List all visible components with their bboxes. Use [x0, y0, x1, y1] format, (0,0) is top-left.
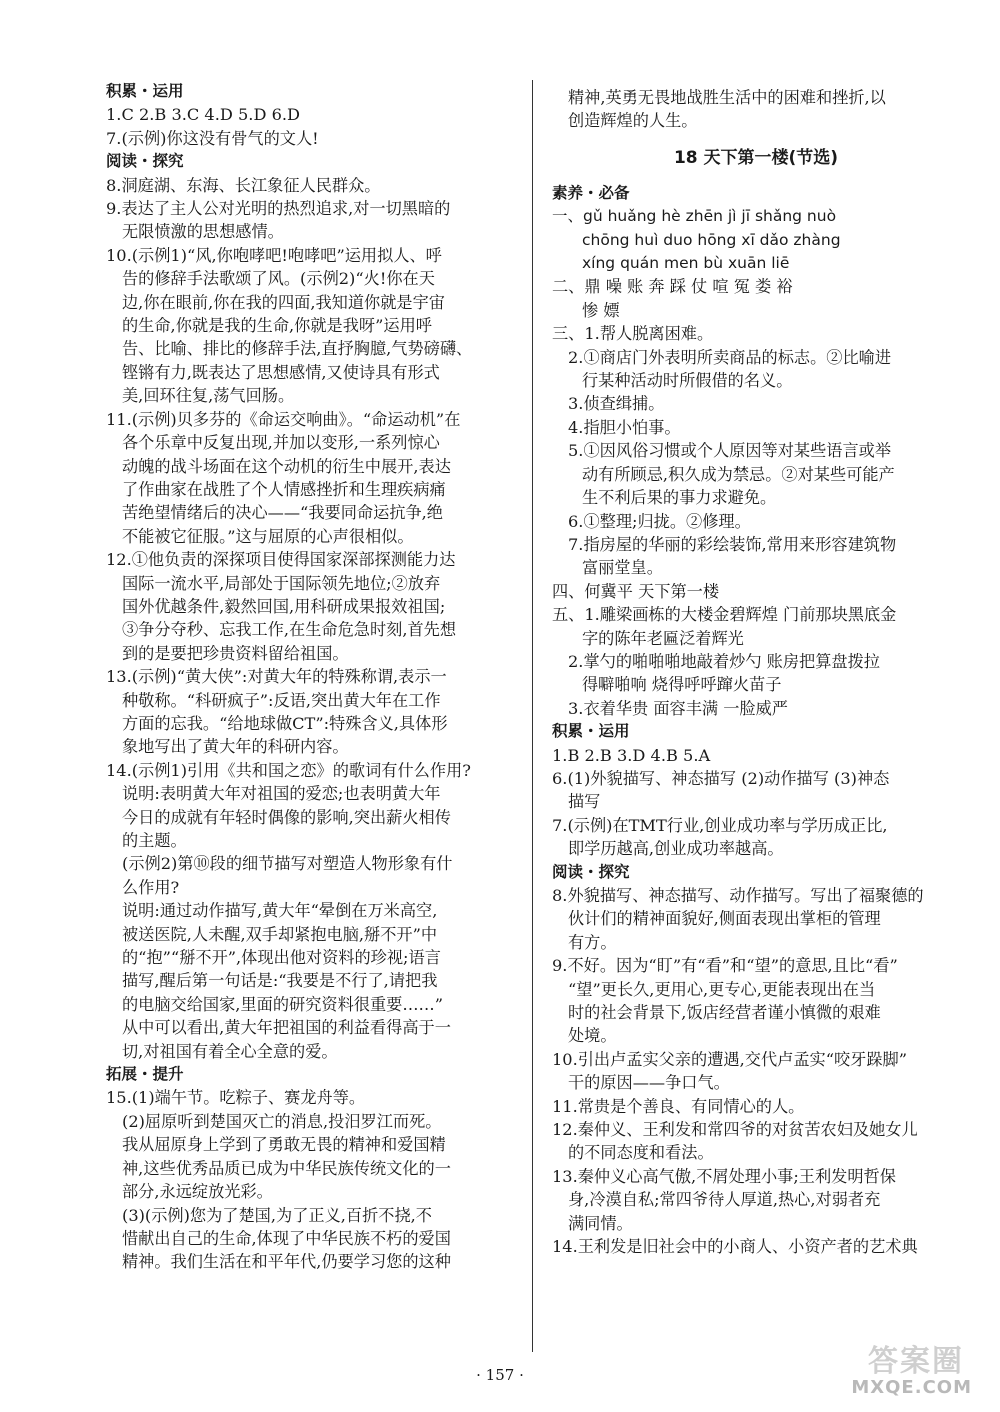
answer-line: 8.洞庭湖、东海、长江象征人民群众。	[106, 175, 381, 195]
answer-line: 方面的忘我。“给地球做CT”:特殊含义,具体形	[122, 713, 448, 733]
answer-line: 5.①因风俗习惯或个人原因等对某些语言或举	[568, 441, 892, 461]
answer-line: 惨 嫖	[582, 300, 620, 320]
answer-line: (示例2)第⑩段的细节描写对塑造人物形象有什	[122, 854, 453, 874]
answer-line: 象地写出了黄大年的科研内容。	[122, 737, 349, 757]
answer-line: 切,对祖国有着全心全意的爱。	[122, 1041, 338, 1061]
answer-line: 3.侦查缉捕。	[568, 394, 665, 414]
answer-line: 7.(示例)在TMT行业,创业成功率与学历成正比,	[552, 815, 888, 835]
answer-line: 到的是要把珍贵资料留给祖国。	[122, 643, 349, 663]
answer-line: 精神,英勇无畏地战胜生活中的困难和挫折,以	[568, 88, 886, 107]
answer-line: 描写	[568, 792, 601, 812]
answer-line: 14.王利发是旧社会中的小商人、小资产者的艺术典	[552, 1237, 918, 1257]
watermark-url: MXQE.COM	[851, 1377, 972, 1398]
right-continuation	[552, 86, 960, 133]
answer-line: 动魄的战斗场面在这个动机的衍生中展开,表达	[122, 456, 451, 476]
answer-line: 么作用?	[122, 877, 180, 897]
answer-line: 被送医院,人未醒,双手却紧抱电脑,掰不开”中	[122, 924, 438, 944]
right-answers	[552, 182, 960, 1259]
answer-line: 今日的成就有年轻时偶像的影响,突出薪火相传	[122, 807, 451, 827]
section-heading: 素养・必备	[552, 183, 630, 202]
answer-line: 6.①整理;归拢。②修理。	[568, 511, 751, 531]
answer-line: 的生命,你就是我的生命,你就是我呀”运用呼	[122, 316, 432, 336]
answer-line: 2.①商店门外表明所卖商品的标志。②比喻进	[568, 347, 892, 367]
answer-line: 1.B 2.B 3.D 4.B 5.A	[552, 745, 711, 765]
answer-line: 得噼啪响 烧得呼呼蹿火苗子	[582, 675, 782, 695]
answer-line: 部分,永远绽放光彩。	[122, 1182, 273, 1202]
answer-line: 二、鼎 噪 账 奔 踩 仗 喧 冤 娄 裕	[552, 277, 793, 297]
answer-line: 四、何冀平 天下第一楼	[552, 581, 720, 601]
answer-line: 有方。	[568, 932, 617, 952]
answer-line: 4.指胆小怕事。	[568, 417, 681, 437]
answer-line: 的不同态度和看法。	[568, 1143, 714, 1163]
answer-line: 处境。	[568, 1026, 617, 1046]
answer-line: 身,冷漠自私;常四爷待人厚道,热心,对弱者充	[568, 1190, 881, 1210]
answer-line: ③争分夺秒、忘我工作,在生命危急时刻,首先想	[122, 620, 457, 640]
answer-line: (3)(示例)您为了楚国,为了正义,百折不挠,不	[122, 1205, 432, 1225]
section-heading: 积累・运用	[552, 722, 630, 741]
right-column	[552, 86, 960, 1259]
watermark-logo	[822, 1336, 972, 1398]
answer-line: 无限愤激的思想感情。	[122, 222, 284, 242]
answer-line: (2)屈原听到楚国灭亡的消息,投汨罗江而死。	[122, 1111, 442, 1131]
answer-line: 五、1.雕梁画栋的大楼金碧辉煌 门前那块黑底金	[552, 605, 897, 625]
section-heading: 阅读・探究	[552, 862, 630, 881]
answer-line: 6.(1)外貌描写、神态描写 (2)动作描写 (3)神态	[552, 768, 890, 788]
answer-line: 从中可以看出,黄大年把祖国的利益看得高于一	[122, 1018, 451, 1038]
answer-line: 种敬称。“科研疯子”:反语,突出黄大年在工作	[122, 690, 441, 710]
answer-line: 14.(示例1)引用《共和国之恋》的歌词有什么作用?	[106, 760, 471, 780]
answer-line: 的电脑交给国家,里面的研究资料很重要……”	[122, 994, 443, 1014]
section-title: 18 天下第一楼(节选)	[673, 147, 839, 168]
answer-line: 说明:表明黄大年对祖国的爱恋;也表明黄大年	[122, 784, 441, 804]
answer-line: 7.(示例)你这没有骨气的文人!	[106, 128, 319, 148]
section-heading: 阅读・探究	[106, 152, 184, 171]
answer-line: 13.秦仲义心高气傲,不屑处理小事;王利发明哲保	[552, 1166, 896, 1186]
answer-line: 一、gǔ huǎng hè zhēn jì jī shǎng nuò	[552, 207, 837, 226]
answer-line: 国外优越条件,毅然回国,用科研成果报效祖国;	[122, 596, 446, 616]
answer-line: 12.①他负责的深探项目使得国家深部探测能力达	[106, 550, 456, 570]
answer-line: 国际一流水平,局部处于国际领先地位;②放弃	[122, 573, 441, 593]
page-number: · 157 ·	[476, 1366, 524, 1384]
answer-line: 10.(示例1)“风,你咆哮吧!咆哮吧”运用拟人、呼	[106, 245, 442, 265]
answer-line: 铿锵有力,既表达了思想感情,又使诗具有形式	[122, 362, 440, 382]
answer-line: 1.C 2.B 3.C 4.D 5.D 6.D	[106, 105, 300, 125]
answer-line: 15.(1)端午节。吃粽子、赛龙舟等。	[106, 1088, 366, 1108]
answer-line: 边,你在眼前,你在我的四面,我知道你就是宇宙	[122, 292, 445, 312]
answer-line: 告的修辞手法歌颂了风。(示例2)“火!你在天	[122, 269, 435, 289]
section-heading: 积累・运用	[106, 82, 184, 100]
answer-line: 干的原因——争口气。	[568, 1073, 730, 1093]
answer-line: 描写,醒后第一句话是:“我要是不行了,请把我	[122, 971, 438, 991]
answer-line: 告、比喻、排比的修辞手法,直抒胸臆,气势磅礴、	[122, 339, 473, 359]
answer-line: 美,回环往复,荡气回肠。	[122, 386, 295, 406]
answer-line: 创造辉煌的人生。	[568, 111, 698, 131]
answer-line: 11.常贵是个善良、有同情心的人。	[552, 1096, 805, 1116]
answer-line: 2.掌勺的啪啪啪地敲着炒勺 账房把算盘拨拉	[568, 651, 880, 671]
answer-line: 9.表达了主人公对光明的热烈追求,对一切黑暗的	[106, 199, 451, 219]
answer-line: 神,这些优秀品质已成为中华民族传统文化的一	[122, 1158, 451, 1178]
answer-line: 即学历越高,创业成功率越高。	[568, 839, 784, 859]
answer-line: 7.指房屋的华丽的彩绘装饰,常用来形容建筑物	[568, 534, 897, 554]
answer-line: 11.(示例)贝多芬的《命运交响曲》。“命运动机”在	[106, 409, 461, 429]
answer-line: “望”更长久,更用心,更专心,更能表现出在当	[568, 979, 876, 999]
left-column	[106, 80, 514, 1274]
answer-line: 12.秦仲义、王利发和常四爷的对贫苦农妇及她女儿	[552, 1120, 918, 1140]
answer-line: 各个乐章中反复出现,并加以变形,一系列惊心	[122, 433, 440, 453]
answer-line: 字的陈年老匾泛着辉光	[582, 628, 744, 648]
answer-line: 苦绝望情绪后的决心——“我要同命运抗争,绝	[122, 503, 443, 523]
watermark-logo-text: 答案圈	[868, 1344, 964, 1379]
column-divider	[532, 80, 533, 1352]
answer-line: 8.外貌描写、神态描写、动作描写。写出了福聚德的	[552, 886, 924, 905]
section-heading: 拓展・提升	[106, 1065, 184, 1084]
answer-line: 富丽堂皇。	[582, 558, 663, 578]
answer-line: 我从屈原身上学到了勇敢无畏的精神和爱国精	[122, 1135, 446, 1155]
answer-line: chōng huì duo hōng xī dǎo zhàng	[582, 230, 841, 249]
answer-line: 行某种活动时所假借的名义。	[582, 371, 793, 391]
answer-line: 的“抱”“掰不开”,体现出他对资料的珍视;语言	[122, 948, 441, 968]
answer-line: 了作曲家在战胜了个人情感挫折和生理疾病痛	[122, 479, 446, 499]
answer-line: 说明:通过动作描写,黄大年“晕倒在万米高空,	[122, 901, 438, 921]
answer-line: 9.不好。因为“盯”有“看”和“望”的意思,且比“看”	[552, 956, 898, 976]
answer-line: 动有所顾忌,积久成为禁忌。②对某些可能产	[582, 464, 895, 484]
answer-line: 13.(示例)“黄大侠”:对黄大年的特殊称谓,表示一	[106, 667, 447, 687]
answer-line: 10.引出卢孟实父亲的遭遇,交代卢孟实“咬牙跺脚”	[552, 1049, 908, 1069]
answer-line: xíng quán men bù xuān liē	[582, 254, 790, 273]
answer-line: 三、1.帮人脱离困难。	[552, 324, 714, 344]
answer-line: 时的社会背景下,饭店经营者谨小慎微的艰难	[568, 1003, 881, 1023]
answer-line: 3.衣着华贵 面容丰满 一脸威严	[568, 698, 788, 718]
answer-line: 惜献出自己的生命,体现了中华民族不朽的爱国	[122, 1228, 451, 1248]
answer-line: 不能被它征服。”这与屈原的心声很相似。	[122, 526, 414, 546]
answer-line: 生不利后果的事力求避免。	[582, 488, 777, 508]
answer-line: 的主题。	[122, 831, 187, 850]
answer-line: 精神。我们生活在和平年代,仍要学习您的这种	[122, 1252, 451, 1272]
answer-line: 伙计们的精神面貌好,侧面表现出掌柜的管理	[568, 909, 881, 929]
answer-line: 满同情。	[568, 1213, 633, 1233]
